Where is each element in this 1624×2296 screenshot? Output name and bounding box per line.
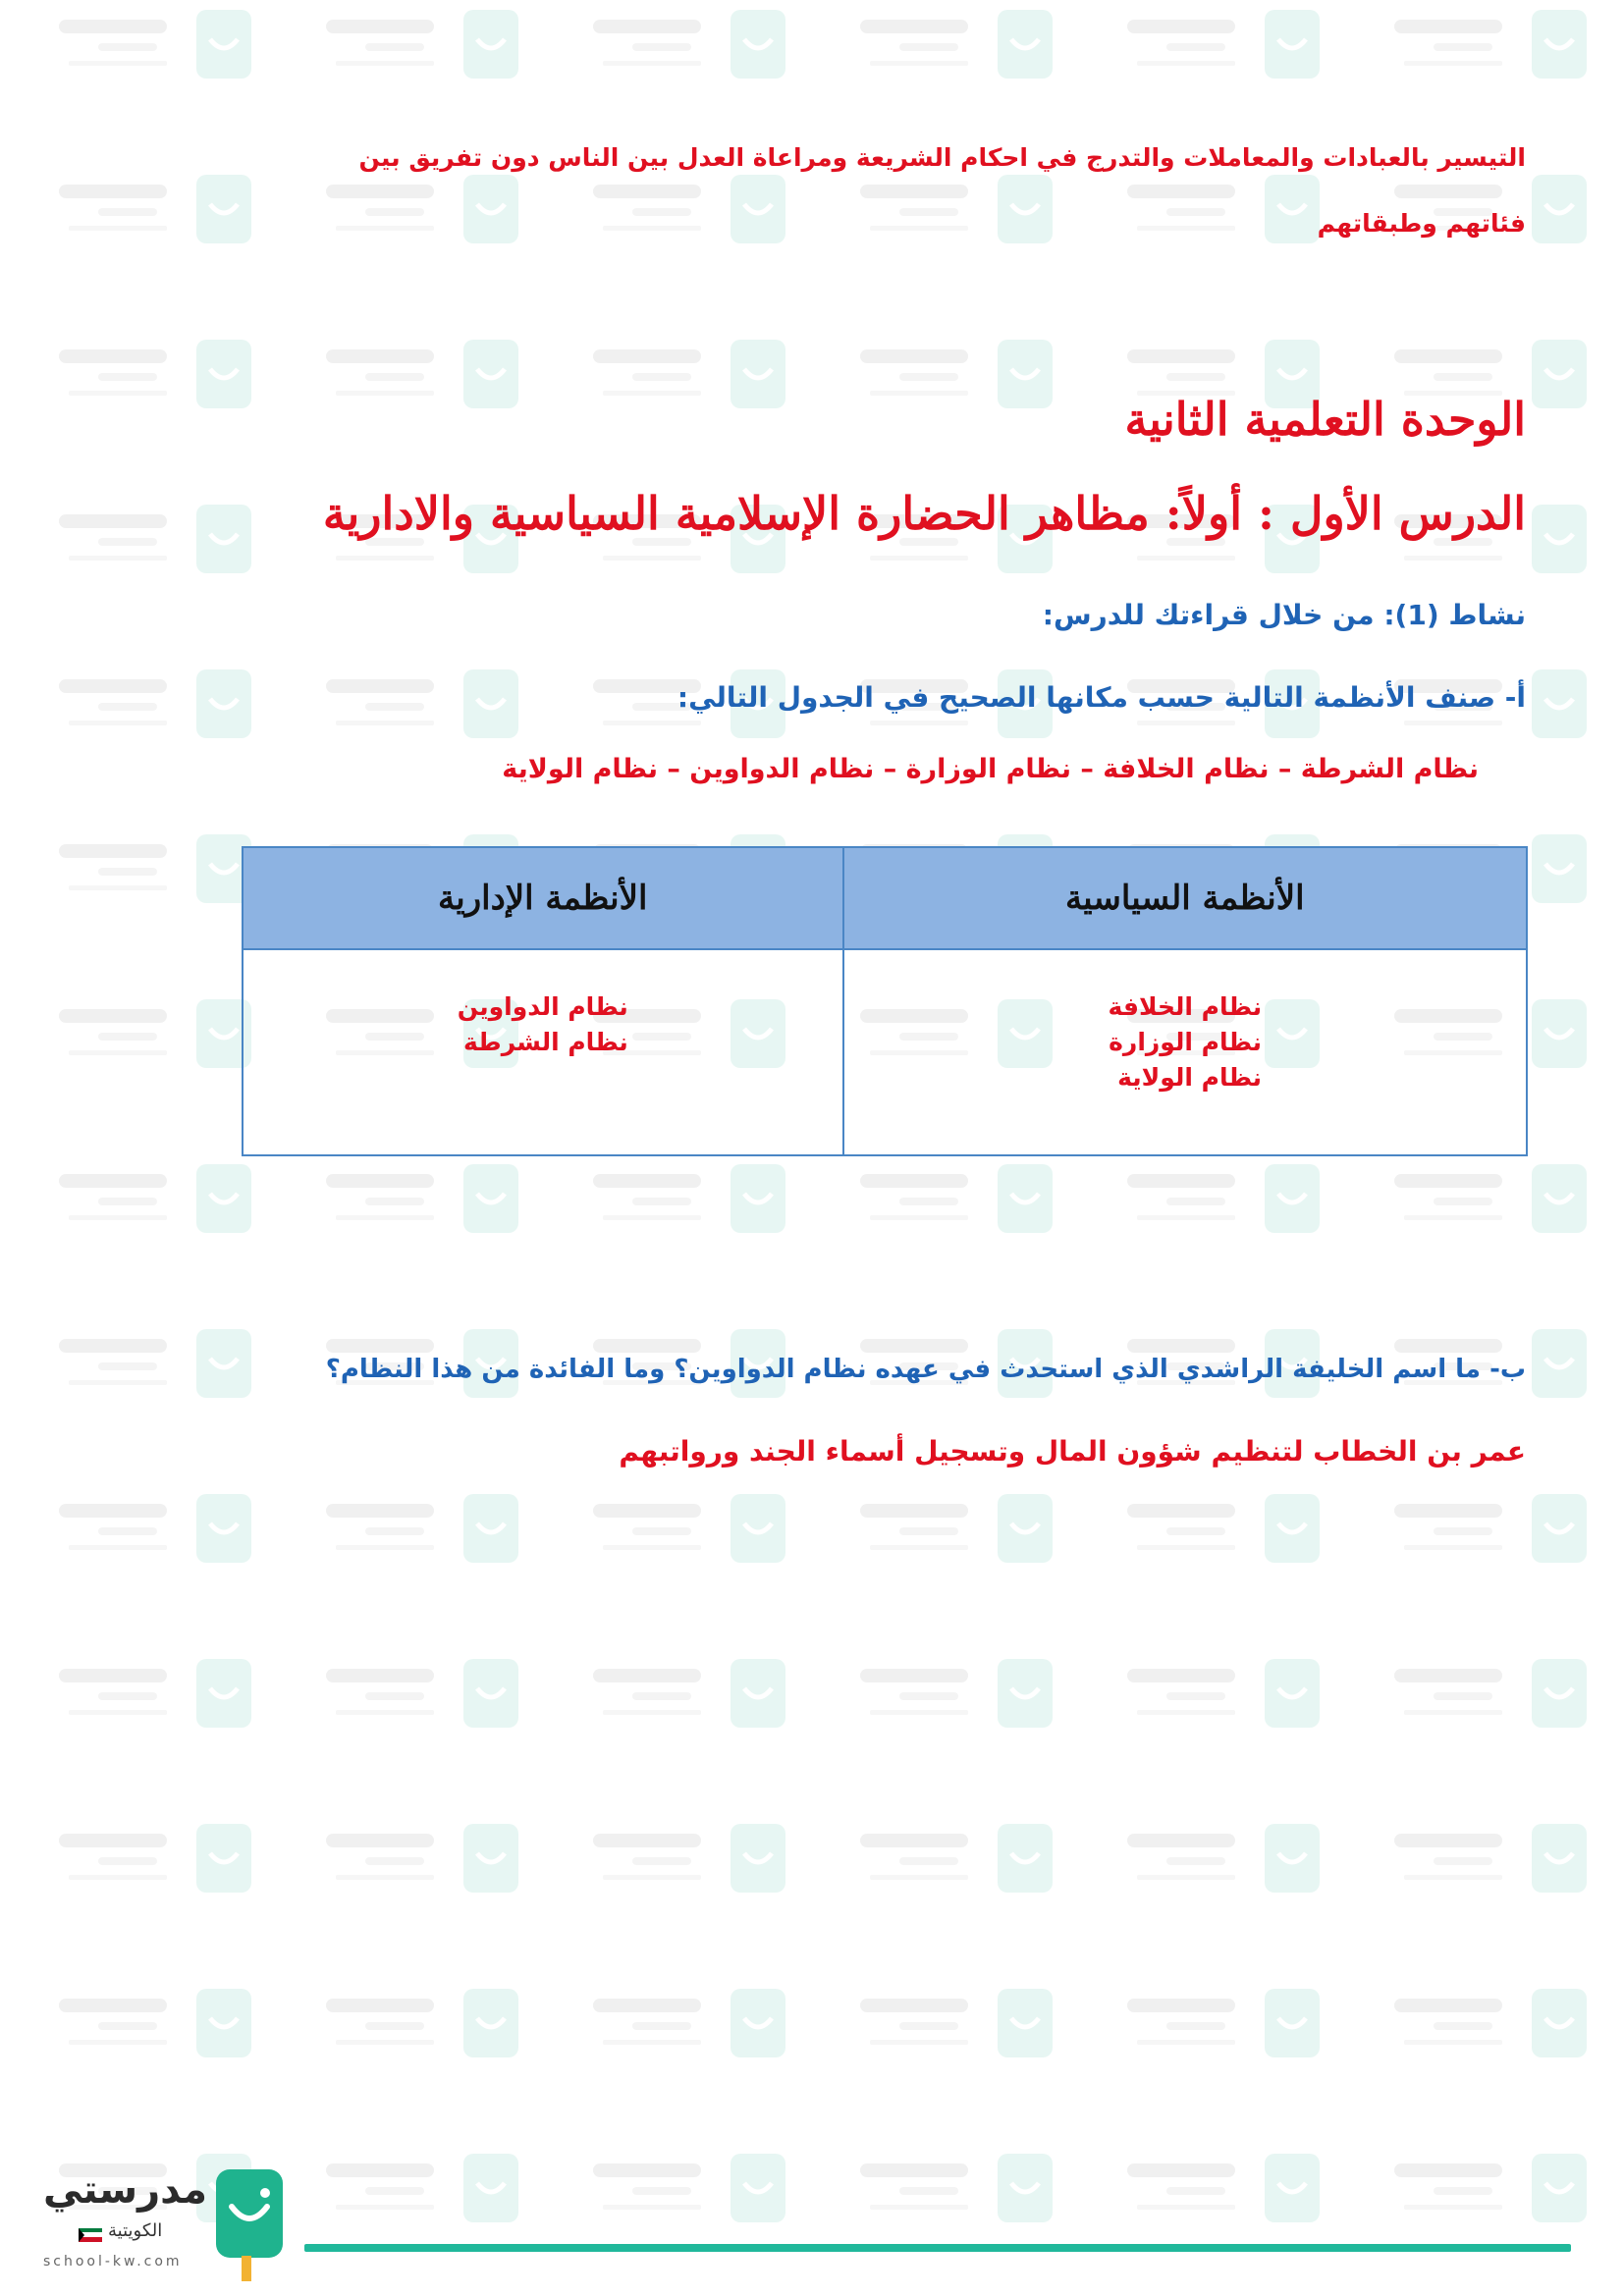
- list-item: نظام الدواوين: [457, 992, 628, 1021]
- brand-subtitle: الكويتية: [108, 2220, 163, 2241]
- systems-list: نظام الشرطة – نظام الخلافة – نظام الوزارة – نظام الدواوين – نظام الولاية: [502, 754, 1479, 784]
- table-header-row: [243, 847, 1527, 949]
- brand-name: مدرستي: [43, 2167, 208, 2213]
- table-row: [243, 949, 1527, 1155]
- answer-b: عمر بن الخطاب لتنظيم شؤون المال وتسجيل أسماء الجند ورواتبهم: [619, 1435, 1526, 1468]
- header-administrative: الأنظمة الإدارية: [243, 847, 843, 949]
- list-item: نظام الشرطة: [463, 1028, 628, 1056]
- activity-heading: نشاط (1): من خلال قراءتك للدرس:: [1042, 599, 1526, 631]
- classification-table: [242, 846, 1528, 1156]
- unit-title: الوحدة التعلمية الثانية: [1124, 393, 1526, 446]
- activity-instruction: أ- صنف الأنظمة التالية حسب مكانها الصحيح في الجدول التالي:: [677, 681, 1526, 714]
- question-b: ب- ما اسم الخليفة الراشدي الذي استحدث في عهده نظام الدواوين؟ وما الفائدة من هذا النظام؟: [325, 1355, 1526, 1384]
- lesson-title: الدرس الأول : أولاً: مظاهر الحضارة الإسلامية السياسية والادارية: [322, 487, 1526, 540]
- brand-url: school-kw.com: [43, 2254, 183, 2269]
- list-item: نظام الوزارة: [1109, 1028, 1263, 1056]
- header-political: الأنظمة السياسية: [843, 847, 1527, 949]
- list-item: نظام الولاية: [1117, 1063, 1263, 1092]
- intro-line-2: فئاتهم وطبقاتهم: [1317, 209, 1526, 238]
- cell-administrative: [243, 949, 843, 1155]
- footer-divider: [304, 2244, 1571, 2252]
- cell-political: [843, 949, 1527, 1155]
- list-item: نظام الخلافة: [1108, 992, 1263, 1021]
- intro-line-1: التيسير بالعبادات والمعاملات والتدرج في احكام الشريعة ومراعاة العدل بين الناس دون تفريق بين: [358, 143, 1526, 172]
